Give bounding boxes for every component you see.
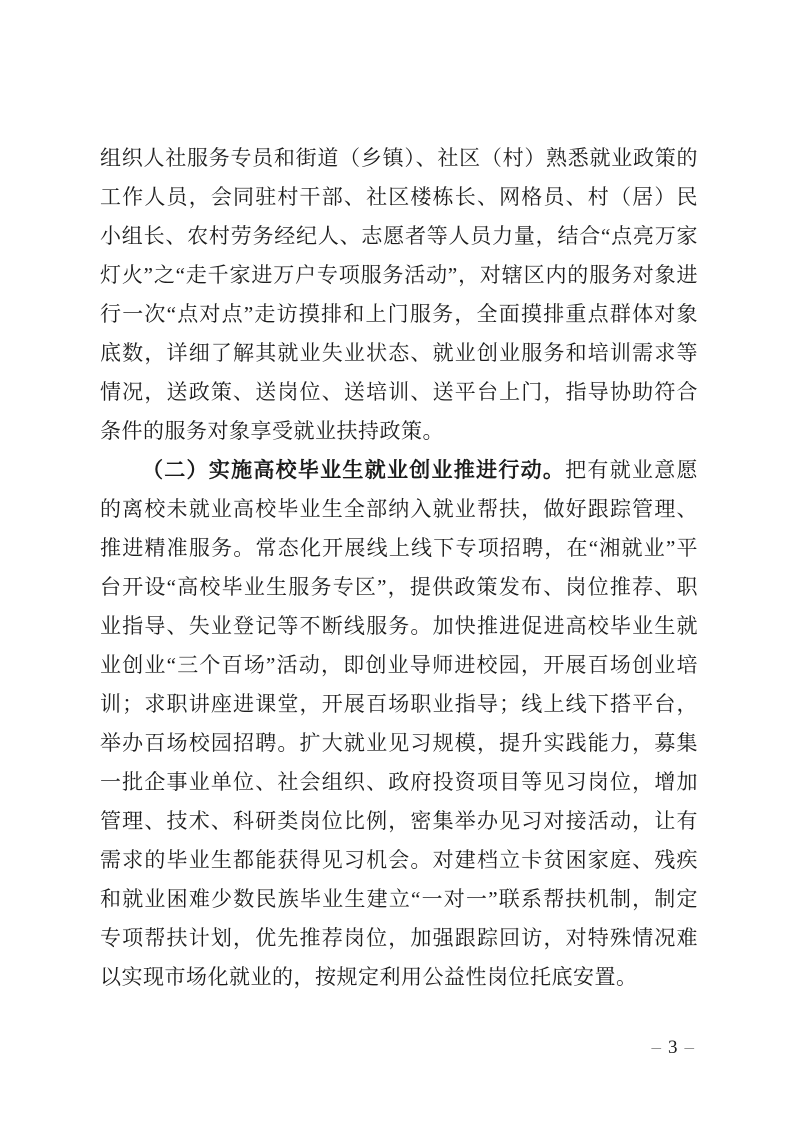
page-number-dash-right: – <box>684 1037 695 1058</box>
section-body-text: 把有就业意愿的离校未就业高校毕业生全部纳入就业帮扶，做好跟踪管理、推进精准服务。常态化开展线上线下专项招聘，在“湘就业”平台开设“高校毕业生服务专区”，提供政策发布、岗位推荐、职业指导、失业登记等不断线服务。加快推进促进高校毕业生就业创业“三个百场”活动，即创业导师进校园，开展百场创业培训；求职讲座进课堂，开展百场职业指导；线上线下搭平台，举办百场校园招聘。扩大就业见习规模，提升实践能力，募集一批企事业单位、社会组织、政府投资项目等见习岗位，增加管理、技术、科研类岗位比例，密集举办见习对接活动，让有需求的毕业生都能获得见习机会。对建档立卡贫困家庭、残疾和就业困难少数民族毕业生建立“一对一”联系帮扶机制，制定专项帮扶计划，优先推荐岗位，加强跟踪回访，对特殊情况难以实现市场化就业的，按规定利用公益性岗位托底安置。 <box>100 458 699 989</box>
page-number <box>646 1036 702 1060</box>
page-number-value: 3 <box>668 1037 679 1058</box>
paragraph-section-2 <box>100 451 698 997</box>
document-body <box>100 139 698 997</box>
page-number-dash-left: – <box>651 1037 662 1058</box>
paragraph-continuation: 组织人社服务专员和街道（乡镇）、社区（村）熟悉就业政策的工作人员，会同驻村干部、社区楼栋长、网格员、村（居）民小组长、农村劳务经纪人、志愿者等人员力量，结合“点亮万家灯火”之“走千家进万户专项服务活动”，对辖区内的服务对象进行一次“点对点”走访摸排和上门服务，全面摸排重点群体对象底数，详细了解其就业失业状态、就业创业服务和培训需求等情况，送政策、送岗位、送培训、送平台上门，指导协助符合条件的服务对象享受就业扶持政策。 <box>100 146 698 443</box>
section-heading: （二）实施高校毕业生就业创业推进行动。 <box>142 458 566 482</box>
